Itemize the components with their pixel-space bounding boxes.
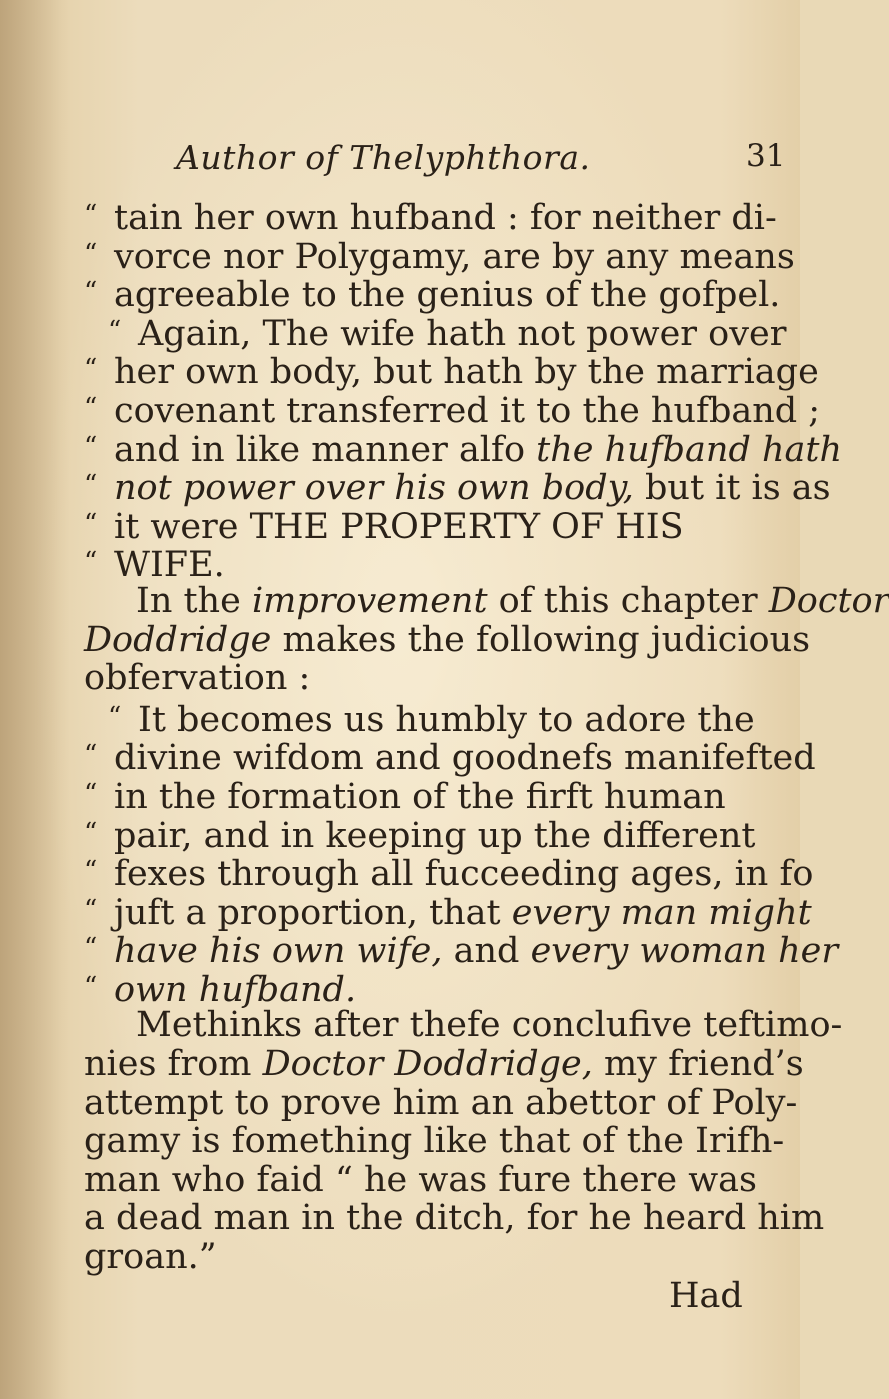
- quote-mark: “: [84, 470, 98, 501]
- text-line: [84, 580, 889, 621]
- line-text: have his own wife, and every woman her: [114, 931, 839, 972]
- quote-mark: “: [108, 315, 122, 346]
- quote-mark: “: [84, 277, 98, 308]
- page-header: [176, 138, 786, 190]
- quote-mark: “: [84, 933, 98, 964]
- quote-mark: “: [84, 547, 98, 578]
- text-line: [84, 505, 784, 547]
- text-line: [84, 273, 784, 316]
- text-line: [84, 1161, 784, 1200]
- text-lines: [84, 196, 889, 1278]
- line-text: not power over his own body, but it is as: [114, 468, 831, 509]
- text-line: [84, 1082, 798, 1123]
- line-text: divine wifdom and goodnefs manifefted: [114, 738, 816, 779]
- line-text: fexes through all fucceeding ages, in fo: [114, 854, 814, 895]
- line-text: tain her own hufband : for neither di-: [114, 198, 777, 238]
- running-title: Author of Thelyphthora.: [176, 138, 591, 177]
- body-text: [84, 196, 889, 1316]
- line-text: in the formation of the firft human: [114, 776, 726, 817]
- quote-mark: “: [84, 817, 98, 848]
- line-text: nies from Doctor Doddridge, my friend’s: [84, 1044, 804, 1085]
- text-line: [84, 659, 784, 698]
- quote-mark: “: [84, 856, 98, 887]
- quote-mark: “: [108, 701, 122, 732]
- text-line: [84, 968, 784, 1010]
- text-line: [84, 428, 842, 470]
- line-text: groan.”: [84, 1237, 217, 1278]
- text-line: [84, 929, 839, 972]
- text-line: [84, 466, 831, 509]
- text-line: [84, 775, 784, 817]
- quote-mark: “: [84, 508, 98, 539]
- text-line: [84, 196, 784, 238]
- text-line: [84, 619, 811, 660]
- text-line: [84, 736, 816, 779]
- line-text: own hufband.: [114, 969, 357, 1010]
- quote-mark: “: [84, 392, 98, 423]
- line-text: pair, and in keeping up the different: [114, 815, 756, 856]
- line-text: gamy is fomething like that of the Irifh-: [84, 1121, 785, 1162]
- text-line: [84, 1198, 825, 1239]
- quote-mark: “: [84, 354, 98, 385]
- quote-mark: “: [84, 971, 98, 1002]
- text-line: [84, 814, 784, 856]
- line-text: agreeable to the genius of the gofpel.: [114, 275, 781, 316]
- line-text: attempt to prove him an abettor of Poly-: [84, 1082, 798, 1123]
- quote-mark: “: [84, 238, 98, 269]
- line-text: It becomes us humbly to adore the: [138, 699, 755, 740]
- line-text: covenant transferred it to the hufband ;: [114, 390, 821, 431]
- catchword: Had: [669, 1275, 743, 1316]
- line-text: it were THE PROPERTY OF HIS: [114, 506, 684, 547]
- quote-mark: “: [84, 778, 98, 809]
- quote-mark: “: [84, 894, 98, 925]
- line-text: Again, The wife hath not power over: [138, 313, 787, 354]
- quote-mark: “: [84, 431, 98, 462]
- line-text: her own body, but hath by the marriage: [114, 352, 819, 393]
- line-text: In the improvement of this chapter Doctor: [136, 580, 889, 621]
- text-line: [84, 1005, 843, 1046]
- page-number: 31: [746, 138, 786, 174]
- text-line: [84, 1122, 784, 1161]
- line-text: man who faid “ he was fure there was: [84, 1159, 758, 1200]
- line-text: and in like manner alfo the hufband hath: [114, 429, 842, 470]
- text-line: [84, 389, 821, 431]
- line-text: juft a proportion, that every man might: [114, 892, 812, 933]
- text-line: [84, 698, 784, 740]
- text-line: [84, 891, 812, 933]
- text-line: [84, 543, 784, 586]
- text-line: [84, 1238, 784, 1277]
- quote-mark: “: [84, 200, 98, 230]
- text-line: [84, 1044, 804, 1085]
- line-text: Doddridge makes the following judicious: [84, 619, 811, 660]
- text-line: [84, 235, 795, 277]
- text-line: [84, 350, 819, 393]
- text-line: [84, 852, 814, 895]
- line-text: a dead man in the ditch, for he heard him: [84, 1198, 825, 1239]
- line-text: vorce nor Polygamy, are by any means: [114, 236, 795, 277]
- page-edge-shadow: [0, 0, 70, 1399]
- line-text: WIFE.: [114, 545, 225, 586]
- line-text: Methinks after thefe conclufive teftimo-: [136, 1005, 843, 1046]
- line-text: obfervation :: [84, 658, 311, 699]
- quote-mark: “: [84, 740, 98, 771]
- text-line: [84, 312, 787, 354]
